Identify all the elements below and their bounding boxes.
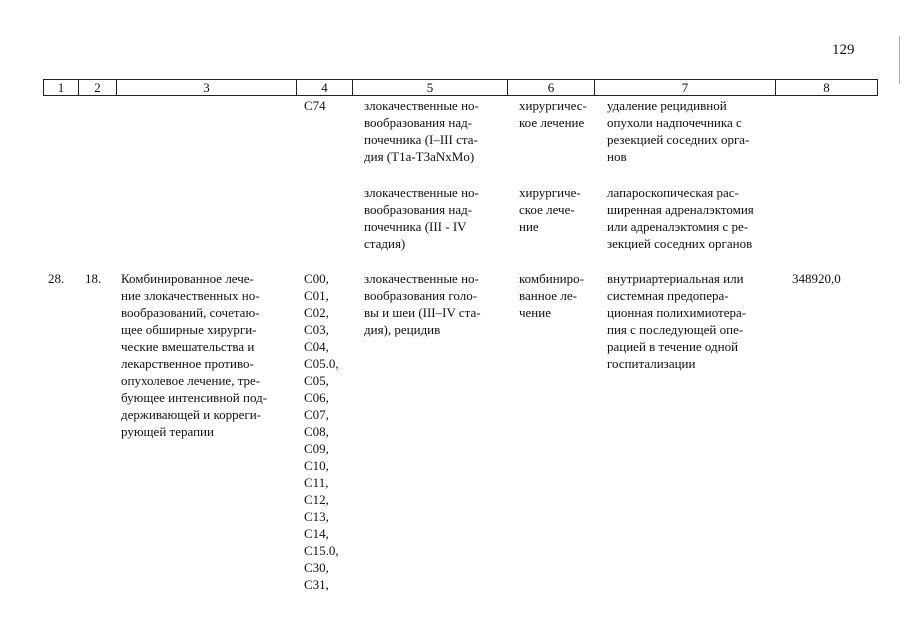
subgroup-number: 18. [85,271,102,286]
diagnosis-cell [364,97,504,165]
text-line: ванное ле- [519,288,577,303]
text-line: ширенная адреналэктомия [607,202,754,217]
text-line: опухолевое лечение, тре- [121,373,261,388]
treatment-method-cell [607,270,779,372]
icd-code: C05, [304,373,329,388]
text-line: резекцией соседних орга- [607,132,750,147]
column-number-header [43,79,878,96]
text-line: кое лечение [519,115,585,130]
text-line: внутриартериальная или [607,271,744,286]
column-header-2: 2 [79,80,117,96]
icd-code-list [304,270,339,593]
column-header-3: 3 [117,80,297,96]
text-line: госпитализации [607,356,696,371]
icd-code: C08, [304,424,329,439]
diagnosis-cell [364,184,504,252]
page-edge-mark [899,36,900,84]
column-header-1: 1 [44,80,79,96]
icd-code: C07, [304,407,329,422]
icd-code: C00, [304,271,329,286]
text-line: Комбинированное лече- [121,271,254,286]
icd-code: C10, [304,458,329,473]
text-line: щее обширные хирурги- [121,322,257,337]
icd-code: C01, [304,288,329,303]
text-line: удаление рецидивной [607,98,727,113]
care-type-name [121,270,293,440]
text-line: хирургиче- [519,185,581,200]
treatment-type-cell [519,270,595,321]
icd-code: C11, [304,475,329,490]
text-line: ское лече- [519,202,575,217]
text-line: вообразования над- [364,202,473,217]
text-line: почечника (III - IV [364,219,467,234]
text-line: ционная полихимиотера- [607,305,747,320]
text-line: ние злокачественных но- [121,288,260,303]
text-line: дия (T1a-T3aNxMo) [364,149,475,164]
treatment-method-cell [607,184,779,252]
treatment-type-cell [519,97,595,131]
icd-code: C09, [304,441,329,456]
text-line: комбиниро- [519,271,584,286]
text-line: ческие вмешательства и [121,339,255,354]
text-line: стадия) [364,236,406,251]
treatment-method-cell [607,97,779,165]
column-header-6: 6 [508,80,595,96]
icd-code: C74 [304,98,326,113]
text-line: чение [519,305,551,320]
text-line: держивающей и корреги- [121,407,262,422]
column-header-4: 4 [297,80,353,96]
text-line: пия с последующей опе- [607,322,744,337]
text-line: опухоли надпочечника с [607,115,742,130]
text-line: зекцией соседних органов [607,236,753,251]
text-line: вы и шеи (III–IV ста- [364,305,481,320]
icd-code: C31, [304,577,329,592]
icd-code: C03, [304,322,329,337]
icd-code: C02, [304,305,329,320]
text-line: рацией в течение одной [607,339,739,354]
text-line: лекарственное противо- [121,356,254,371]
column-header-7: 7 [595,80,776,96]
icd-code: C13, [304,509,329,524]
page-number: 129 [832,42,855,58]
text-line: бующее интенсивной под- [121,390,268,405]
text-line: вообразования голо- [364,288,478,303]
text-line: нов [607,149,627,164]
text-line: ние [519,219,539,234]
text-line: злокачественные но- [364,185,479,200]
text-line: или адреналэктомия с ре- [607,219,749,234]
text-line: лапароскопическая рас- [607,185,739,200]
icd-code: C06, [304,390,329,405]
text-line: злокачественные но- [364,271,479,286]
text-line: дия), рецидив [364,322,441,337]
text-line: хирургичес- [519,98,587,113]
icd-code: C05.0, [304,356,339,371]
icd-code: C30, [304,560,329,575]
icd-code: C04, [304,339,329,354]
icd-code: C12, [304,492,329,507]
text-line: системная предопера- [607,288,729,303]
cost-value: 348920,0 [792,271,841,286]
column-header-5: 5 [353,80,508,96]
treatment-type-cell [519,184,595,235]
text-line: рующей терапии [121,424,214,439]
text-line: почечника (I–III ста- [364,132,478,147]
icd-code: C15.0, [304,543,339,558]
text-line: вообразований, сочетаю- [121,305,260,320]
diagnosis-cell [364,270,504,338]
column-header-8: 8 [776,80,878,96]
group-number: 28. [48,271,65,286]
icd-code: C14, [304,526,329,541]
text-line: злокачественные но- [364,98,479,113]
text-line: вообразования над- [364,115,473,130]
